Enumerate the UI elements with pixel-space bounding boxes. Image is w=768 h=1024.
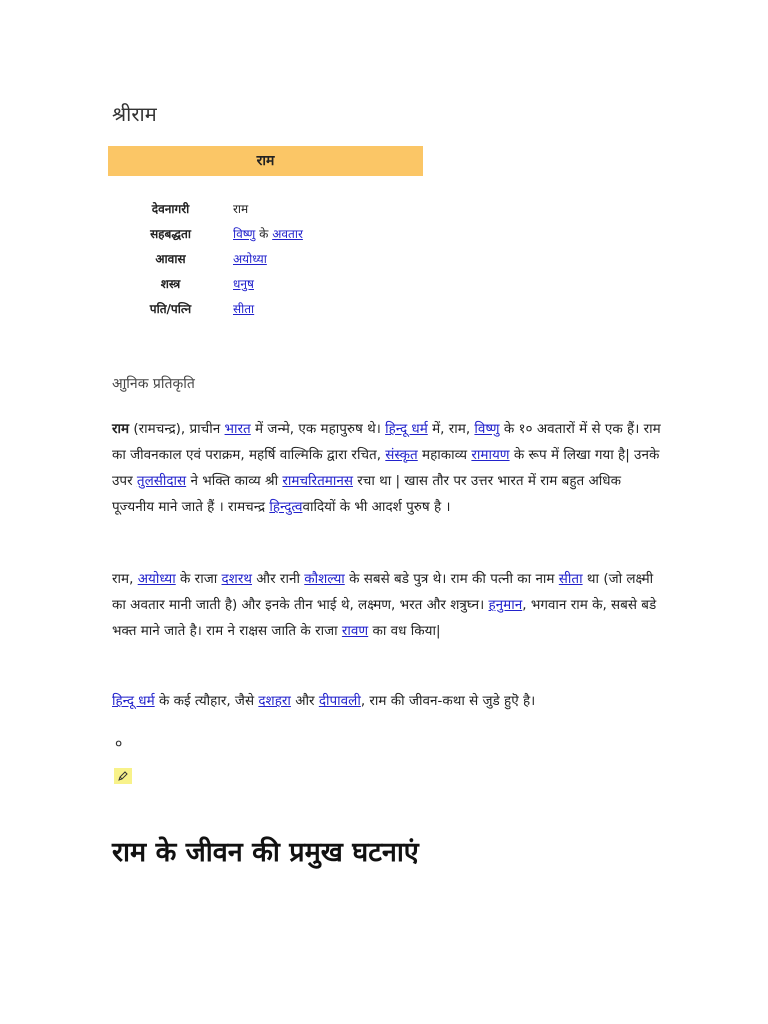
- image-caption: आुनिक प्रतिकृति: [112, 376, 195, 392]
- infobox-row-weapon: [108, 271, 423, 296]
- link-hindutva[interactable]: हिन्दुत्व: [269, 499, 303, 515]
- text: में जन्मे, एक महापुरुष थे।: [250, 421, 386, 437]
- infobox-title: राम: [108, 146, 423, 176]
- infobox-row-affiliation: [108, 221, 423, 246]
- link-hindu-dharma[interactable]: हिन्दू धर्म: [385, 421, 428, 437]
- infobox-value: राम: [233, 202, 249, 216]
- text: के १० अवतारों में से एक हैं। राम का जीवनकाल एवं पराक्रम, महर्षि वाल्मिकि द्वारा रचित,: [112, 421, 661, 463]
- document-heading: श्रीराम: [112, 102, 157, 126]
- infobox-row-spouse: [108, 296, 423, 321]
- link-dussehra[interactable]: दशहरा: [258, 693, 291, 709]
- paragraph-family: [112, 566, 662, 644]
- text: (रामचन्द्र), प्राचीन: [129, 421, 225, 437]
- text: के कई त्यौहार, जैसे: [154, 693, 259, 709]
- infobox-value: [233, 250, 423, 267]
- link-hanuman[interactable]: हनुमान: [488, 597, 523, 613]
- paragraph-intro: [112, 416, 662, 520]
- infobox-label: पति/पत्नि: [149, 302, 192, 316]
- text: के सबसे बडे पुत्र थे। राम की पत्नी का नाम: [344, 571, 559, 587]
- link-tulsidas[interactable]: तुलसीदास: [136, 473, 187, 489]
- text: में, राम,: [427, 421, 475, 437]
- infobox-row-script: [108, 196, 423, 221]
- link-deepawali[interactable]: दीपावली: [318, 693, 361, 709]
- pencil-pin-icon-svg: [117, 770, 129, 782]
- link-sanskrit[interactable]: संस्कृत: [385, 447, 418, 463]
- link-avatar[interactable]: अवतार: [272, 227, 303, 241]
- link-vishnu[interactable]: विष्णु: [233, 227, 256, 241]
- infobox-value: [233, 225, 423, 242]
- link-sita[interactable]: सीता: [558, 571, 583, 587]
- text: और रानी: [252, 571, 305, 587]
- infobox-label: शस्त्र: [160, 277, 181, 291]
- infobox-row-abode: [108, 246, 423, 271]
- link-ramayan[interactable]: रामायण: [471, 447, 510, 463]
- infobox-label: देवनागरी: [151, 202, 190, 216]
- link-kaushalya[interactable]: कौशल्या: [304, 571, 345, 587]
- link-ravan[interactable]: रावण: [341, 623, 369, 639]
- zero-glyph: ०: [115, 736, 123, 752]
- infobox-value: [233, 300, 423, 317]
- text: के रूप में लिखा गया है| उनके उपर: [112, 447, 660, 489]
- text: महाकाव्य: [417, 447, 472, 463]
- infobox-value-text: के: [255, 227, 273, 241]
- paragraph-festivals: [112, 688, 662, 714]
- link-hindu-dharma[interactable]: हिन्दू धर्म: [112, 693, 155, 709]
- link-ayodhya[interactable]: अयोध्या: [233, 252, 267, 266]
- text: राम,: [112, 571, 138, 587]
- text: , राम की जीवन-कथा से जुडे हुऎ है।: [360, 693, 536, 709]
- text: और: [290, 693, 319, 709]
- link-ayodhya[interactable]: अयोध्या: [137, 571, 176, 587]
- link-sita[interactable]: सीता: [233, 302, 255, 316]
- pencil-pin-icon[interactable]: [114, 768, 132, 784]
- infobox-label: सहबद्धता: [150, 227, 191, 241]
- infobox-value: [233, 275, 423, 292]
- text: वादियों के भी आदर्श पुरुष है ।: [302, 499, 451, 515]
- infobox-label: आवास: [155, 252, 186, 266]
- text: का वध किया|: [368, 623, 441, 639]
- text: था (जो लक्ष्मी का अवतार मानी जाती है) और इनके तीन भाई थे, लक्ष्मण, भरत और शत्रुघ्न।: [112, 571, 654, 613]
- text: ने भक्ति काव्य श्री: [186, 473, 283, 489]
- bold-term: राम: [112, 421, 130, 437]
- text: , भगवान राम के, सबसे बडे भक्त माने जाते है। राम ने राक्षस जाति के राजा: [112, 597, 657, 639]
- link-ramcharitmanas[interactable]: रामचरितमानस: [282, 473, 353, 489]
- link-dasharath[interactable]: दशरथ: [221, 571, 253, 587]
- text: के राजा: [175, 571, 222, 587]
- infobox: [108, 146, 423, 321]
- link-vishnu[interactable]: विष्णु: [474, 421, 500, 437]
- section-heading: राम के जीवन की प्रमुख घटनाएं: [112, 837, 419, 868]
- infobox-rows: [108, 196, 423, 321]
- link-bharat[interactable]: भारत: [224, 421, 251, 437]
- text: रचा था | खास तौर पर उत्तर भारत में राम बहुत अधिक पूज्यनीय माने जाते हैं । रामचन्द्र: [112, 473, 621, 515]
- link-dhanush[interactable]: धनुष: [233, 277, 254, 291]
